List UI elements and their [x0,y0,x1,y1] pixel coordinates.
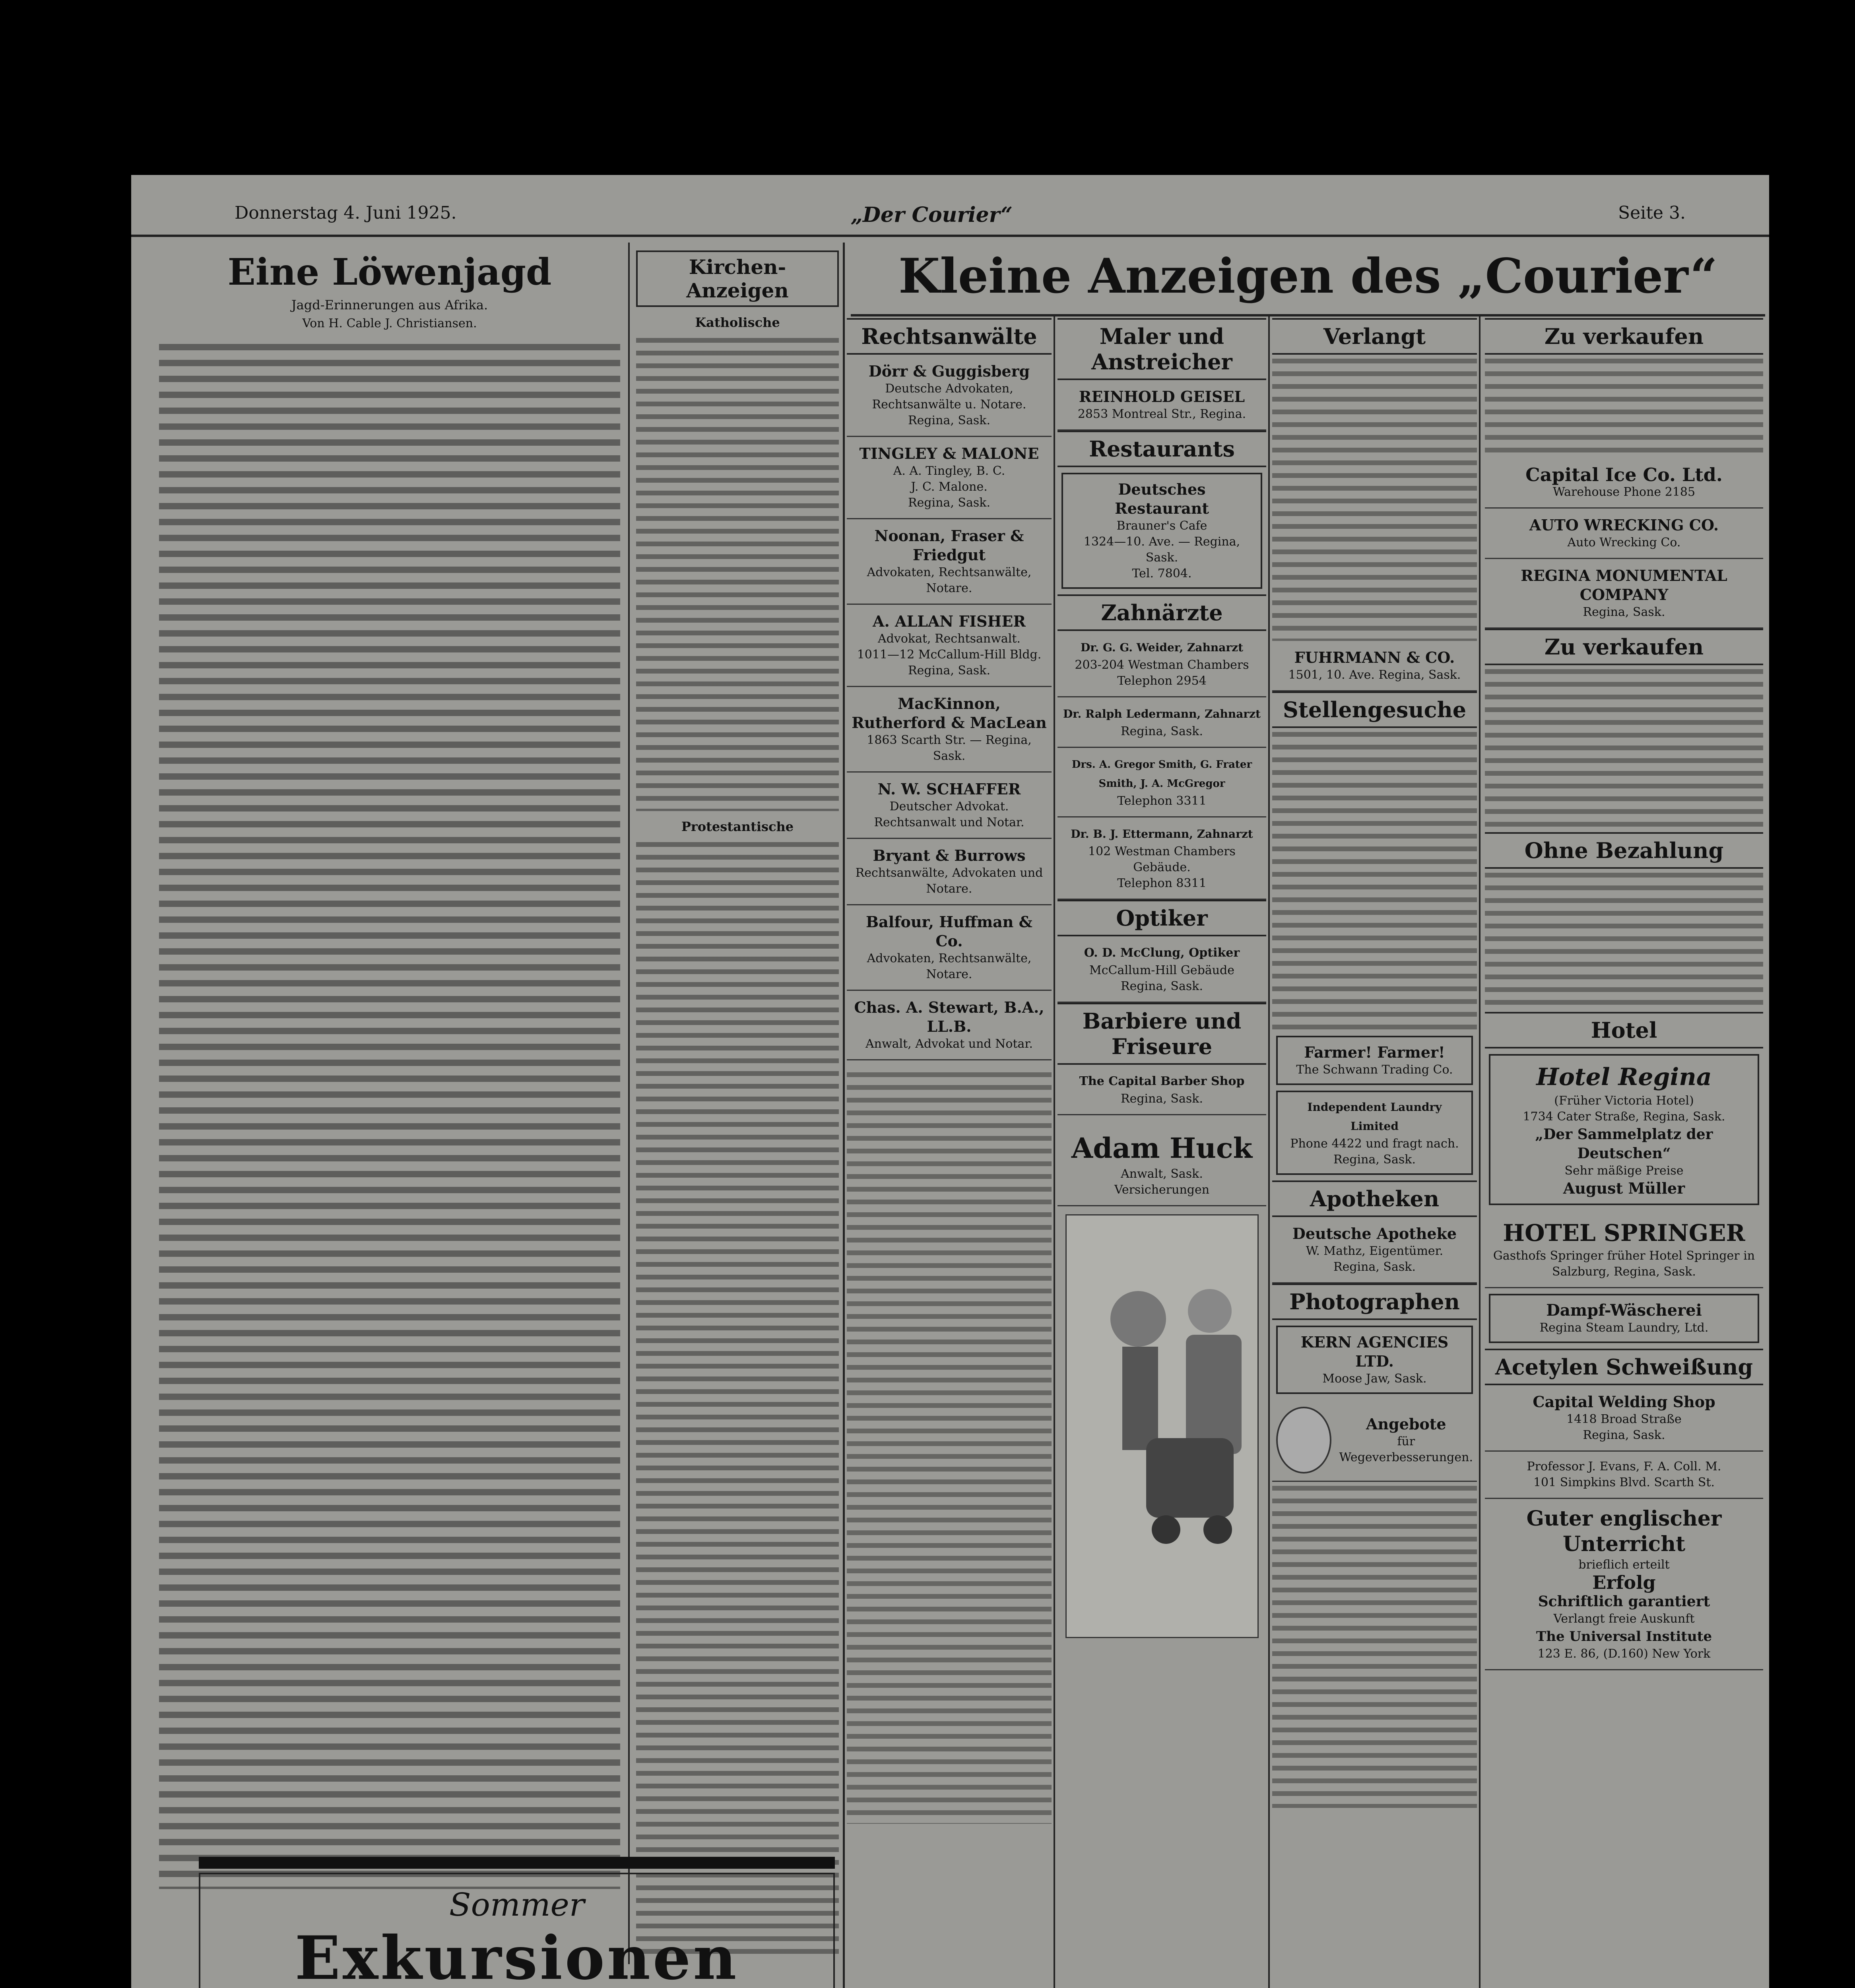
apotheken-heading: Apotheken [1272,1180,1477,1217]
kern-ad: KERN AGENCIES LTD. Moose Jaw, Sask. [1276,1326,1473,1394]
excursion-ad [199,1873,835,1988]
lawyers-heading: Rechtsanwälte [847,318,1052,355]
lawyer-ad: Noonan, Fraser & Friedgut Advokaten, Rechtsanwälte, Notare. [847,519,1052,605]
protestant-listings [636,838,839,1960]
ice-ad: Capital Ice Co. Ltd. Warehouse Phone 2185 [1485,458,1763,509]
article-body [159,338,620,1889]
monument-ad: REGINA MONUMENTAL COMPANY Regina, Sask. [1485,559,1763,629]
stellengesuche-heading: Stellengesuche [1272,691,1477,728]
laundry-ad: Independent Laundry Limited Phone 4422 und fragt nach. Regina, Sask. [1276,1091,1473,1175]
steam-laundry-ad: Dampf-Wäscherei Regina Steam Laundry, Ltd. [1489,1294,1759,1343]
dentist-ad: Dr. G. G. Weider, Zahnarzt 203-204 Westman Chambers Telephon 2954 [1058,631,1266,697]
zu-verkaufen-text [1485,355,1763,458]
painter-ad: REINHOLD GEISEL 2853 Montreal Str., Regina. [1058,380,1266,431]
excursion-title-2: Exkursionen [295,1923,739,1988]
lawyer-ad: Chas. A. Stewart, B.A., LL.B. Anwalt, Advokat und Notar. [847,991,1052,1060]
baby-illustration [1065,1214,1259,1638]
welding-heading: Acetylen Schweißung [1485,1349,1763,1385]
lawyers-column [847,318,1052,1988]
dentists-heading: Zahnärzte [1058,594,1266,631]
barbers-heading: Barbiere und Friseure [1058,1003,1266,1065]
ohne-bezahlung-heading: Ohne Bezahlung [1485,832,1763,869]
lawyer-ad: Balfour, Huffman & Co. Advokaten, Rechtsanwälte, Notare. [847,905,1052,991]
welding-ad: Capital Welding Shop 1418 Broad Straße Regina, Sask. [1485,1385,1763,1452]
barber-ad: The Capital Barber Shop Regina, Sask. [1058,1065,1266,1115]
hotel-springer-ad: HOTEL SPRINGER Gasthofs Springer früher Hotel Springer in Salzburg, Regina, Sask. [1485,1211,1763,1288]
lawyer-ad: MacKinnon, Rutherford & MacLean 1863 Scarth Str. — Regina, Sask. [847,687,1052,773]
article-title: Eine Löwenjagd [227,250,552,293]
lawyer-ad: N. W. SCHAFFER Deutscher Advokat. Rechtsanwalt und Notar. [847,773,1052,839]
ohne-bezahlung-text [1485,869,1763,1012]
photographen-heading: Photographen [1272,1283,1477,1320]
opticians-heading: Optiker [1058,900,1266,936]
restaurants-heading: Restaurants [1058,431,1266,467]
english-ad: Guter englischer Unterricht brieflich erteilt Erfolg Schriftlich garantiert Verlangt freie Auskunft The Universal Institute 123 E. 86, (D.160) New York [1485,1499,1763,1670]
lawyer-ad: Bryant & Burrows Rechtsanwälte, Advokaten und Notare. [847,839,1052,905]
catholic-listings [636,334,839,811]
zu-verkaufen-text-2 [1485,665,1763,832]
reading-text [847,1068,1052,1824]
wrecking-ad: AUTO WRECKING CO. Auto Wrecking Co. [1485,509,1763,559]
verlangt-text [1272,355,1477,641]
hotel-heading: Hotel [1485,1012,1763,1048]
article-subtitle: Jagd-Erinnerungen aus Afrika. [291,297,488,313]
church-column [636,243,839,1960]
lawyer-ad: A. ALLAN FISHER Advokat, Rechtsanwalt. 1011—12 McCallum-Hill Bldg. Regina, Sask. [847,605,1052,687]
miscellaneous-column [1272,318,1477,1988]
dentist-ad: Dr. B. J. Ettermann, Zahnarzt 102 Westman Chambers Gebäude. Telephon 8311 [1058,817,1266,900]
fuhrmann-ad: FUHRMANN & CO. 1501, 10. Ave. Regina, Sask. [1272,641,1477,691]
school-ad: Professor J. Evans, F. A. Coll. M. 101 Simpkins Blvd. Scarth St. [1485,1452,1763,1499]
illustration-graphic [1067,1215,1257,1637]
hotel-regina-ad: Hotel Regina (Früher Victoria Hotel) 1734 Cater Straße, Regina, Sask. „Der Sammelplatz der Deutschen“ Sehr mäßige Preise August Müller [1489,1054,1759,1205]
masthead: „Der Courier“ [851,203,1013,227]
classifieds-banner [851,243,1765,316]
zu-verkaufen-heading: Zu verkaufen [1485,318,1763,355]
farmer-ad: Farmer! Farmer! The Schwann Trading Co. [1276,1036,1473,1085]
optician-ad: O. D. McClung, Optiker McCallum-Hill Gebäude Regina, Sask. [1058,936,1266,1003]
church-title: Kirchen-Anzeigen [686,255,789,302]
excursion-title-1: Sommer [449,1886,585,1923]
classifieds-title: Kleine Anzeigen des „Courier“ [898,248,1718,304]
dentist-ad: Dr. Ralph Ledermann, Zahnarzt Regina, Sask. [1058,697,1266,748]
services-column [1058,318,1266,1988]
lion-hunt-column [159,243,620,1952]
dentist-ad: Drs. A. Gregor Smith, G. Frater Smith, J. A. McGregor Telephon 3311 [1058,748,1266,817]
issue-date: Donnerstag 4. Juni 1925. [235,203,457,223]
lawyer-ad: TINGLEY & MALONE A. A. Tingley, B. C. J. C. Malone. Regina, Sask. [847,437,1052,519]
angebote-ad: Angebote für Wegeverbesserungen. [1272,1400,1477,1482]
huck-ad: Adam Huck Anwalt, Sask. Versicherungen [1058,1123,1266,1206]
restaurant-ad: Deutsches Restaurant Brauner's Cafe 1324—10. Ave. — Regina, Sask. Tel. 7804. [1061,473,1262,589]
apotheke-ad: Deutsche Apotheke W. Mathz, Eigentümer. Regina, Sask. [1272,1217,1477,1283]
angebote-text [1272,1482,1477,1808]
zu-verkaufen-heading-2: Zu verkaufen [1485,629,1763,665]
protestant-heading: Protestantische [681,819,794,834]
page-number: Seite 3. [1618,203,1686,223]
painters-heading: Maler und Anstreicher [1058,318,1266,380]
catholic-heading: Katholische [695,315,780,330]
page-header [131,203,1769,237]
seal-icon [1276,1407,1331,1474]
stellengesuche-text [1272,728,1477,1030]
article-byline: Von H. Cable J. Christiansen. [302,316,477,330]
newspaper-page [131,175,1769,1988]
verlangt-heading: Verlangt [1272,318,1477,355]
sales-column [1485,318,1763,1988]
lawyer-ad: Dörr & Guggisberg Deutsche Advokaten, Rechtsanwälte u. Notare. Regina, Sask. [847,355,1052,437]
